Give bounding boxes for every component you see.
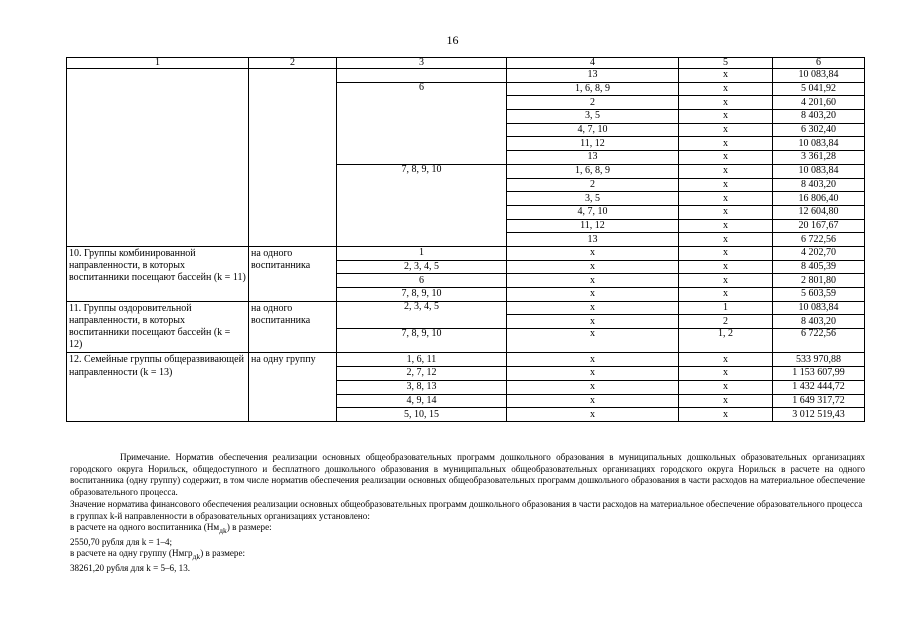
table-cell: 533 970,88 bbox=[773, 353, 865, 367]
table-cell: x bbox=[507, 288, 679, 302]
table-cell: 4, 7, 10 bbox=[507, 123, 679, 137]
table-cell: 16 806,40 bbox=[773, 192, 865, 206]
table-row bbox=[67, 353, 865, 367]
table-cell: 13 bbox=[507, 233, 679, 247]
table-cell: x bbox=[679, 110, 773, 124]
table-cell: 8 403,20 bbox=[773, 110, 865, 124]
table-cell: 1, 6, 8, 9 bbox=[507, 164, 679, 178]
table-cell: 10 083,84 bbox=[773, 301, 865, 315]
note-paragraph: Примечание. Норматив обеспечения реализации основных общеобразовательных программ дошкольного образования в муниципальных дошкольных образовательных организациях городского округа Норильск, общедоступного и бесплатного дошкольного образования в муниципальных общеобразовательных организациях городского округа Норильск в расчете на одного воспитанника (одну группу) содержит, в том числе норматив обеспечения реализации основных общеобразовательных программ дошкольного образования в части расходов на материальное обеспечение образовательного процесса. bbox=[70, 452, 865, 498]
note-text: ) в размере: bbox=[200, 548, 246, 559]
table-cell: 1 bbox=[679, 301, 773, 315]
table-cell: x bbox=[679, 394, 773, 408]
group-label: 11. Группы оздоровительной направленности, в которых воспитанники посещают бассейн (k = 12) bbox=[67, 301, 249, 353]
column-number-row bbox=[67, 58, 865, 69]
table-cell: 8 403,20 bbox=[773, 178, 865, 192]
table-cell: 4, 9, 14 bbox=[337, 394, 507, 408]
table-cell: x bbox=[507, 246, 679, 260]
table-cell: 1 432 444,72 bbox=[773, 380, 865, 394]
table-cell: 1, 2 bbox=[679, 329, 773, 353]
table-row bbox=[67, 69, 865, 83]
note-text: в расчете на одного воспитанника (Нм bbox=[70, 522, 220, 533]
table-cell: x bbox=[679, 260, 773, 274]
table-cell: 7, 8, 9, 10 bbox=[337, 329, 507, 353]
table-cell: x bbox=[679, 233, 773, 247]
table-cell: x bbox=[507, 353, 679, 367]
table-cell: 2 bbox=[507, 178, 679, 192]
table-cell: x bbox=[679, 219, 773, 233]
table-cell: x bbox=[679, 123, 773, 137]
table-cell: 3, 5 bbox=[507, 110, 679, 124]
table-cell: 7, 8, 9, 10 bbox=[337, 288, 507, 302]
table-cell: x bbox=[507, 394, 679, 408]
table-cell: 6 302,40 bbox=[773, 123, 865, 137]
table-cell: x bbox=[679, 82, 773, 96]
column-header: 6 bbox=[773, 58, 865, 69]
table-cell: x bbox=[507, 260, 679, 274]
unit-label: на одного воспитанника bbox=[249, 301, 337, 353]
table-cell: 10 083,84 bbox=[773, 137, 865, 151]
table-cell: x bbox=[679, 164, 773, 178]
group-cell-empty bbox=[67, 69, 249, 247]
table-cell: x bbox=[507, 274, 679, 288]
table-cell: x bbox=[679, 205, 773, 219]
table-cell: 8 403,20 bbox=[773, 315, 865, 329]
empty-cell bbox=[337, 69, 507, 83]
table-cell: 6 722,56 bbox=[773, 233, 865, 247]
table-cell: 1, 6, 8, 9 bbox=[507, 82, 679, 96]
table-cell: x bbox=[679, 353, 773, 367]
table-cell: x bbox=[679, 246, 773, 260]
note-line bbox=[70, 522, 865, 537]
unit-cell-empty bbox=[249, 69, 337, 247]
table-cell: x bbox=[679, 178, 773, 192]
table-cell: 3 361,28 bbox=[773, 151, 865, 165]
table-cell: 4 201,60 bbox=[773, 96, 865, 110]
column-header: 3 bbox=[337, 58, 507, 69]
table-cell: 2 bbox=[679, 315, 773, 329]
table-cell: x bbox=[507, 367, 679, 381]
table-cell: x bbox=[679, 274, 773, 288]
table-cell: 3 012 519,43 bbox=[773, 408, 865, 422]
note-line: 38261,20 рубля для k = 5–6, 13. bbox=[70, 562, 191, 573]
column-header: 4 bbox=[507, 58, 679, 69]
note-subscript: дk bbox=[219, 526, 227, 536]
table-cell: 11, 12 bbox=[507, 219, 679, 233]
table-cell: 3, 5 bbox=[507, 192, 679, 206]
table-cell: x bbox=[679, 96, 773, 110]
table-cell: 1, 6, 11 bbox=[337, 353, 507, 367]
table-cell: 11, 12 bbox=[507, 137, 679, 151]
column-header: 5 bbox=[679, 58, 773, 69]
table-row bbox=[67, 246, 865, 260]
table-cell: x bbox=[507, 315, 679, 329]
table-cell: 10 083,84 bbox=[773, 69, 865, 83]
page-number: 16 bbox=[446, 33, 459, 47]
table-cell: 2, 3, 4, 5 bbox=[337, 260, 507, 274]
table-cell: 5 603,59 bbox=[773, 288, 865, 302]
table-cell: 8 405,39 bbox=[773, 260, 865, 274]
group-label: 12. Семейные группы общеразвивающей направленности (k = 13) bbox=[67, 353, 249, 421]
table-cell: x bbox=[507, 301, 679, 315]
table-cell: 13 bbox=[507, 151, 679, 165]
table-cell: 20 167,67 bbox=[773, 219, 865, 233]
column-header: 2 bbox=[249, 58, 337, 69]
table-cell: 5, 10, 15 bbox=[337, 408, 507, 422]
table-cell: 6 bbox=[337, 274, 507, 288]
column-header: 1 bbox=[67, 58, 249, 69]
table-cell: x bbox=[679, 151, 773, 165]
table-cell: x bbox=[679, 408, 773, 422]
table-cell: x bbox=[679, 137, 773, 151]
table-cell: 5 041,92 bbox=[773, 82, 865, 96]
table-cell: 10 083,84 bbox=[773, 164, 865, 178]
table-cell: 13 bbox=[507, 69, 679, 83]
table-cell: x bbox=[679, 69, 773, 83]
table-cell: 3, 8, 13 bbox=[337, 380, 507, 394]
table-cell: 2 bbox=[507, 96, 679, 110]
table-cell: x bbox=[507, 329, 679, 353]
unit-label: на одну группу bbox=[249, 353, 337, 421]
table-cell: 4 202,70 bbox=[773, 246, 865, 260]
table-cell: 12 604,80 bbox=[773, 205, 865, 219]
table-cell: 1 153 607,99 bbox=[773, 367, 865, 381]
note-block bbox=[70, 452, 865, 575]
table-cell: 1 bbox=[337, 246, 507, 260]
table-cell: 1 649 317,72 bbox=[773, 394, 865, 408]
note-subscript: дk bbox=[192, 552, 201, 562]
table-row bbox=[67, 301, 865, 315]
table-cell: 6 bbox=[337, 82, 507, 164]
norms-table bbox=[66, 57, 865, 422]
table-cell: 7, 8, 9, 10 bbox=[337, 164, 507, 246]
table-cell: x bbox=[679, 192, 773, 206]
note-paragraph: Значение норматива финансового обеспечения реализации основных общеобразовательных программ дошкольного образования в части расходов на материальное обеспечение образовательного процесса в группах k-й направленности в образовательных организациях установлено: bbox=[70, 498, 863, 521]
group-label: 10. Группы комбинированной направленности, в которых воспитанники посещают бассейн (k = 11) bbox=[67, 246, 249, 301]
table-cell: x bbox=[679, 380, 773, 394]
table-cell: x bbox=[507, 380, 679, 394]
note-line: 2550,70 рубля для k = 1–4; bbox=[70, 536, 173, 547]
table-cell: 4, 7, 10 bbox=[507, 205, 679, 219]
table-cell: 6 722,56 bbox=[773, 329, 865, 353]
table-cell: 2 801,80 bbox=[773, 274, 865, 288]
unit-label: на одного воспитанника bbox=[249, 246, 337, 301]
table-cell: x bbox=[679, 288, 773, 302]
table-cell: 2, 3, 4, 5 bbox=[337, 301, 507, 328]
table-cell: x bbox=[507, 408, 679, 422]
table-cell: x bbox=[679, 367, 773, 381]
note-line bbox=[70, 548, 865, 563]
table-cell: 2, 7, 12 bbox=[337, 367, 507, 381]
note-text: в расчете на одну группу (Нмгр bbox=[70, 548, 193, 559]
note-text: ) в размере: bbox=[226, 522, 272, 533]
